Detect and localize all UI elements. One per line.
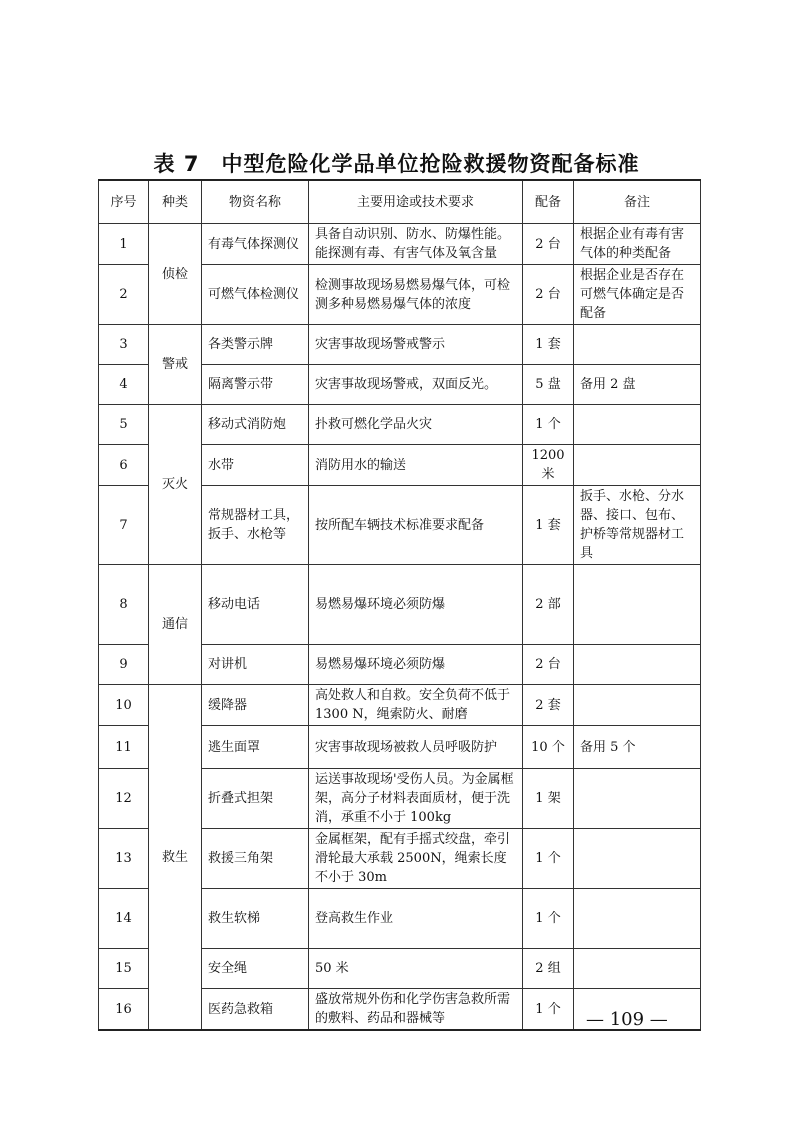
cell-no: 10 [99,685,149,726]
cell-name: 移动式消防炮 [202,405,309,445]
cell-no: 9 [99,645,149,685]
header-name: 物资名称 [202,180,309,224]
cell-use: 易燃易爆环境必须防爆 [309,565,523,645]
cell-qty: 1 套 [523,486,574,565]
cell-qty: 10 个 [523,726,574,769]
cell-use: 运送事故现场'受伤人员。为金属框架，高分子材料表面质材，便于洗消，承重不小于 100kg [309,769,523,829]
table-row [99,325,701,365]
cell-note [574,405,701,445]
cell-no: 16 [99,989,149,1031]
cell-use: 消防用水的输送 [309,445,523,486]
cell-use: 检测事故现场易燃易爆气体，可检测多种易燃易爆气体的浓度 [309,265,523,325]
cell-use: 灾害事故现场被救人员呼吸防护 [309,726,523,769]
cell-qty: 1 个 [523,829,574,889]
cell-qty: 1 个 [523,405,574,445]
header-qty: 配备 [523,180,574,224]
cell-note [574,769,701,829]
header-no: 序号 [99,180,149,224]
cell-use: 登高救生作业 [309,889,523,949]
table-title: 表 7 中型危险化学品单位抢险救援物资配备标准 [153,152,640,176]
cell-note: 扳手、水枪、分水器、接口、包布、护桥等常规器材工具 [574,486,701,565]
cell-qty: 2 台 [523,645,574,685]
header-use: 主要用途或技术要求 [309,180,523,224]
cell-category: 救生 [149,685,202,1031]
cell-qty: 1 个 [523,889,574,949]
cell-category: 警戒 [149,325,202,405]
cell-name: 可燃气体检测仪 [202,265,309,325]
cell-category: 灭火 [149,405,202,565]
header-category: 种类 [149,180,202,224]
cell-name: 有毒气体探测仪 [202,224,309,265]
cell-qty: 2 部 [523,565,574,645]
supplies-table [98,179,701,1031]
table-header-row [99,180,701,224]
cell-qty: 5 盘 [523,365,574,405]
cell-category: 通信 [149,565,202,685]
cell-no: 5 [99,405,149,445]
cell-name: 常规器材工具，扳手、水枪等 [202,486,309,565]
cell-qty: 1 套 [523,325,574,365]
cell-name: 医药急救箱 [202,989,309,1031]
cell-note [574,325,701,365]
cell-name: 缓降器 [202,685,309,726]
cell-no: 8 [99,565,149,645]
cell-no: 15 [99,949,149,989]
cell-name: 折叠式担架 [202,769,309,829]
cell-use: 易燃易爆环境必须防爆 [309,645,523,685]
cell-use: 50 米 [309,949,523,989]
cell-use: 盛放常规外伤和化学伤害急救所需的敷料、药品和器械等 [309,989,523,1031]
cell-note: 根据企业有毒有害气体的种类配备 [574,224,701,265]
cell-name: 救生软梯 [202,889,309,949]
cell-use: 具备自动识别、防水、防爆性能。能探测有毒、有害气体及氧含量 [309,224,523,265]
cell-use: 金属框架，配有手摇式绞盘，牵引滑轮最大承载 2500N，绳索长度不小于 30m [309,829,523,889]
cell-note [574,829,701,889]
cell-note [574,685,701,726]
cell-qty: 2 套 [523,685,574,726]
cell-no: 14 [99,889,149,949]
cell-qty: 1 架 [523,769,574,829]
cell-no: 1 [99,224,149,265]
cell-name: 逃生面罩 [202,726,309,769]
cell-name: 水带 [202,445,309,486]
table-row [99,224,701,265]
header-note: 备注 [574,180,701,224]
cell-note: 备用 5 个 [574,726,701,769]
cell-note [574,645,701,685]
cell-no: 7 [99,486,149,565]
cell-name: 隔离警示带 [202,365,309,405]
cell-name: 安全绳 [202,949,309,989]
cell-note: 根据企业是否存在可燃气体确定是否配备 [574,265,701,325]
cell-category: 侦检 [149,224,202,325]
cell-no: 2 [99,265,149,325]
cell-use: 扑救可燃化学品火灾 [309,405,523,445]
cell-note [574,445,701,486]
cell-name: 救援三角架 [202,829,309,889]
page-number: — 109 — [586,1009,668,1030]
cell-no: 3 [99,325,149,365]
cell-use: 按所配车辆技术标准要求配备 [309,486,523,565]
table-row [99,685,701,726]
cell-use: 灾害事故现场警戒，双面反光。 [309,365,523,405]
cell-name: 对讲机 [202,645,309,685]
cell-note [574,949,701,989]
cell-no: 13 [99,829,149,889]
cell-qty: 1200 米 [523,445,574,486]
cell-note [574,565,701,645]
cell-qty: 2 组 [523,949,574,989]
cell-no: 4 [99,365,149,405]
cell-qty: 2 台 [523,224,574,265]
cell-qty: 2 台 [523,265,574,325]
cell-no: 12 [99,769,149,829]
cell-name: 各类警示牌 [202,325,309,365]
cell-use: 高处救人和自救。安全负荷不低于 1300 N，绳索防火、耐磨 [309,685,523,726]
cell-no: 11 [99,726,149,769]
cell-note: 备用 2 盘 [574,365,701,405]
cell-name: 移动电话 [202,565,309,645]
cell-qty: 1 个 [523,989,574,1031]
cell-use: 灾害事故现场警戒警示 [309,325,523,365]
cell-note [574,889,701,949]
cell-no: 6 [99,445,149,486]
table-row [99,405,701,445]
table-row [99,565,701,645]
